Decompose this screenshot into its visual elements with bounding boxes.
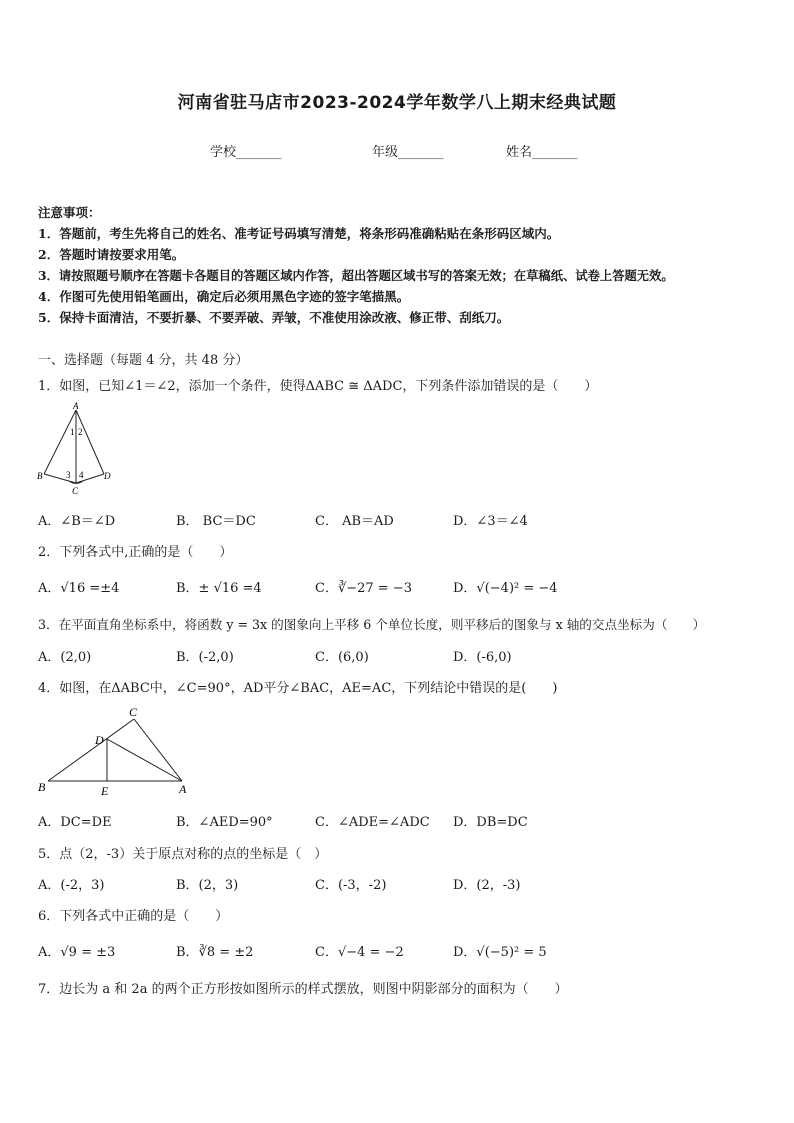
section-heading: 一、选择题（每题 4 分，共 48 分） bbox=[38, 353, 249, 368]
notice-heading: 注意事项： bbox=[38, 205, 101, 220]
q3-option-d: D．(-6,0) bbox=[453, 650, 512, 665]
question-4-stem: 4．如图，在ΔABC中，∠C=90°，AD平分∠BAC，AE=AC，下列结论中错误的是( ) bbox=[38, 681, 558, 696]
q4-label-D: D bbox=[95, 733, 104, 747]
q1-label-D: D bbox=[104, 471, 111, 481]
q6-option-d: D．√(−5)² = 5 bbox=[453, 945, 547, 960]
q1-option-b: B． BC＝DC bbox=[176, 514, 256, 529]
question-5-stem: 5．点（2，-3）关于原点对称的点的坐标是（ ） bbox=[38, 847, 328, 862]
q1-option-a: A．∠B＝∠D bbox=[38, 514, 116, 529]
notice-item: 3．请按照题号顺序在答题卡各题目的答题区域内作答，超出答题区域书写的答案无效；在草稿纸、试卷上答题无效。 bbox=[38, 268, 674, 283]
q4-label-C: C bbox=[129, 705, 138, 719]
question-3-stem: 3．在平面直角坐标系中，将函数 y = 3x 的图象向上平移 6 个单位长度，则平移后的图象与 x 轴的交点坐标为（ ） bbox=[38, 617, 706, 632]
q1-label-C: C bbox=[72, 486, 79, 496]
q1-label-A: A bbox=[73, 401, 79, 411]
school-field: 学校_______ bbox=[210, 145, 282, 160]
notice-item: 2．答题时请按要求用笔。 bbox=[38, 247, 185, 262]
question-4-figure bbox=[34, 702, 194, 800]
q3-option-a: A．(2,0) bbox=[38, 650, 92, 665]
notice-item: 5．保持卡面清洁，不要折暴、不要弄破、弄皱，不准使用涂改液、修正带、刮纸刀。 bbox=[38, 310, 510, 325]
q2-option-d: D．√(−4)² = −4 bbox=[453, 581, 558, 596]
q5-option-d: D．(2，-3) bbox=[453, 878, 521, 893]
question-7-stem: 7．边长为 a 和 2a 的两个正方形按如图所示的样式摆放，则图中阴影部分的面积为（ ） bbox=[38, 982, 568, 997]
q1-label-3: 3 bbox=[66, 470, 71, 480]
page-title: 河南省驻马店市2023-2024学年数学八上期末经典试题 bbox=[177, 93, 617, 113]
question-1-stem: 1．如图，已知∠1＝∠2，添加一个条件，使得ΔABC ≅ ΔADC，下列条件添加错误的是（ ） bbox=[38, 379, 598, 394]
q2-option-a: A．√16 =±4 bbox=[38, 581, 120, 596]
q4-option-c: C．∠ADE=∠ADC bbox=[315, 815, 430, 830]
notice-item: 1．答题前，考生先将自己的姓名、准考证号码填写清楚，将条形码准确粘贴在条形码区域内。 bbox=[38, 226, 560, 241]
q4-option-b: B．∠AED=90° bbox=[176, 815, 273, 830]
q6-option-a: A．√9 = ±3 bbox=[38, 945, 116, 960]
question-2-stem: 2．下列各式中,正确的是（ ） bbox=[38, 545, 233, 560]
q3-option-c: C．(6,0) bbox=[315, 650, 369, 665]
q6-option-c: C．√−4 = −2 bbox=[315, 945, 404, 960]
question-1-figure bbox=[36, 400, 116, 500]
q4-option-d: D．DB=DC bbox=[453, 815, 528, 830]
name-field: 姓名_______ bbox=[506, 145, 578, 160]
q1-label-2: 2 bbox=[78, 427, 83, 437]
q5-option-b: B．(2，3) bbox=[176, 878, 239, 893]
grade-field: 年级_______ bbox=[372, 145, 444, 160]
q5-option-a: A．(-2，3) bbox=[38, 878, 105, 893]
q1-option-d: D．∠3＝∠4 bbox=[453, 514, 528, 529]
question-6-stem: 6．下列各式中正确的是（ ） bbox=[38, 909, 229, 924]
q1-label-4: 4 bbox=[79, 470, 84, 480]
q4-label-E: E bbox=[101, 784, 109, 798]
q3-option-b: B．(-2,0) bbox=[176, 650, 234, 665]
q4-label-B: B bbox=[38, 780, 46, 794]
q1-label-1: 1 bbox=[70, 427, 75, 437]
q2-option-b: B．± √16 =4 bbox=[176, 581, 262, 596]
q4-label-A: A bbox=[179, 782, 187, 796]
q1-label-B: B bbox=[37, 471, 43, 481]
notice-item: 4．作图可先使用铅笔画出，确定后必须用黑色字迹的签字笔描黑。 bbox=[38, 289, 410, 304]
q2-option-c: C．∛−27 = −3 bbox=[315, 581, 412, 596]
q6-option-b: B．∛8 = ±2 bbox=[176, 945, 254, 960]
q5-option-c: C．(-3，-2) bbox=[315, 878, 387, 893]
q1-option-c: C． AB＝AD bbox=[315, 514, 394, 529]
q4-option-a: A．DC=DE bbox=[38, 815, 112, 830]
